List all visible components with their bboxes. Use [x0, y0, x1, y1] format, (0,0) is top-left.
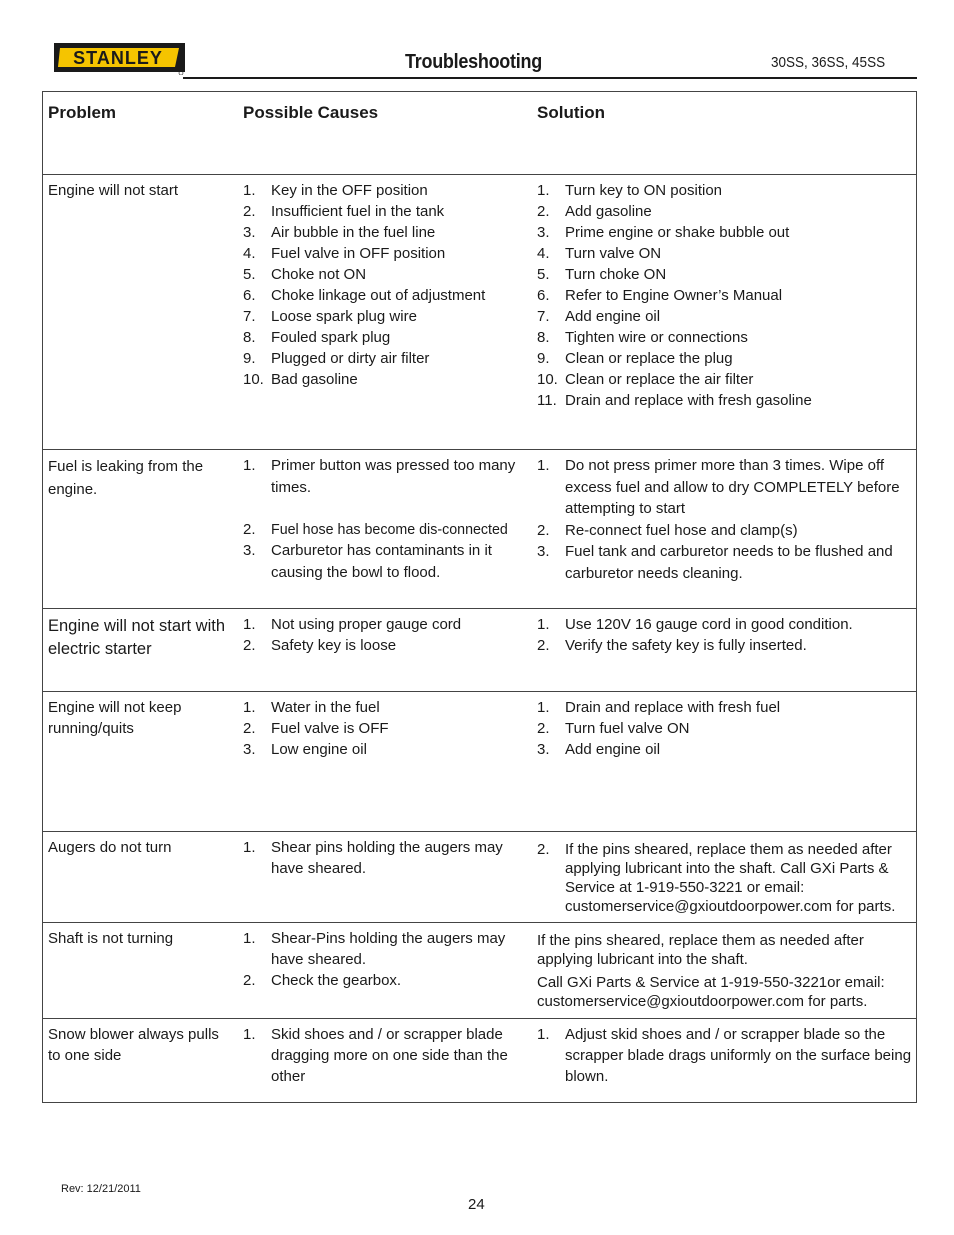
svg-text:STANLEY: STANLEY: [73, 48, 163, 68]
list-item: 8. Tighten wire or connections: [537, 329, 748, 346]
list-item: 1. Turn key to ON position: [537, 182, 723, 199]
solutions-list: [537, 614, 915, 656]
list-item: 9. Plugged or dirty air filter: [243, 350, 430, 367]
list-item: 8. Fouled spark plug: [243, 329, 391, 346]
causes-list: [243, 837, 538, 879]
revision-date: Rev: 12/21/2011: [61, 1183, 141, 1195]
list-item: 3. Carburetor has contaminants in it causing the bowl to flood.: [243, 542, 492, 581]
problem-cell: Augers do not turn: [48, 839, 172, 856]
solution-paragraph: If the pins sheared, replace them as needed after applying lubricant into the shaft.: [537, 932, 864, 968]
table-header-row: [43, 92, 916, 174]
table-row: [43, 831, 916, 922]
list-item: 1. Water in the fuel: [243, 699, 380, 716]
causes-list: [243, 1024, 538, 1087]
problem-cell: Engine will not keep running/quits: [48, 699, 182, 737]
list-item: 1. Skid shoes and / or scrapper blade dragging more on one side than the other: [243, 1026, 508, 1085]
causes-list: [243, 697, 538, 760]
problem-cell: Shaft is not turning: [48, 930, 174, 947]
solutions-list: [537, 1024, 915, 1087]
causes-list: [243, 455, 538, 584]
list-item: 9. Clean or replace the plug: [537, 350, 733, 367]
table-row: [43, 691, 916, 831]
list-item: 10. Bad gasoline: [243, 371, 358, 388]
list-item: 4. Turn valve ON: [537, 245, 662, 262]
list-item: 2. Turn fuel valve ON: [537, 720, 690, 737]
list-item: 2. If the pins sheared, replace them as needed after applying lubricant into the shaft. Call GXi Parts & Service at 1-919-550-3221 or email: customerservice@gxioutdoorpower.com for parts.: [537, 841, 896, 915]
problem-cell: Fuel is leaking from the engine.: [48, 458, 204, 498]
list-item: 1. Do not press primer more than 3 times. Wipe off excess fuel and allow to dry COMPLETELY before attempting to start: [537, 457, 900, 517]
list-item: 6. Choke linkage out of adjustment: [243, 287, 486, 304]
list-item: 3. Prime engine or shake bubble out: [537, 224, 790, 241]
list-item: 2. Safety key is loose: [243, 637, 397, 654]
list-item: 1. Key in the OFF position: [243, 182, 428, 199]
causes-list: [243, 928, 538, 991]
list-item: 10. Clean or replace the air filter: [537, 371, 754, 388]
list-item: 3. Low engine oil: [243, 741, 367, 758]
problem-cell: Snow blower always pulls to one side: [48, 1026, 219, 1064]
model-numbers: 30SS, 36SS, 45SS: [771, 54, 886, 71]
list-item: 2. Verify the safety key is fully inserted.: [537, 637, 807, 654]
causes-list: [243, 614, 538, 656]
solution-text: [537, 931, 915, 1011]
list-item: 1. Adjust skid shoes and / or scrapper blade so the scrapper blade drags uniformly on the surface being blown.: [537, 1026, 912, 1085]
list-item: 1. Shear-Pins holding the augers may have sheared.: [243, 930, 506, 968]
list-item: 2. Check the gearbox.: [243, 972, 402, 989]
list-item: 1. Shear pins holding the augers may have sheared.: [243, 839, 503, 877]
problem-cell: Engine will not start with electric starter: [48, 617, 225, 658]
table-row: [43, 449, 916, 608]
list-item: 3. Fuel tank and carburetor needs to be flushed and carburetor needs cleaning.: [537, 542, 893, 582]
list-item: 7. Add engine oil: [537, 308, 661, 325]
list-item: 5. Choke not ON: [243, 266, 367, 283]
table-row: [43, 608, 916, 691]
list-item: 1. Primer button was pressed too many times.: [243, 457, 516, 496]
solutions-list: [537, 180, 915, 411]
header-solution: Solution: [537, 103, 605, 122]
list-item: 2. Insufficient fuel in the tank: [243, 203, 445, 220]
list-item: 11. Drain and replace with fresh gasoline: [537, 392, 812, 409]
table-row: [43, 174, 916, 449]
list-item: 4. Fuel valve in OFF position: [243, 245, 446, 262]
list-item: 7. Loose spark plug wire: [243, 308, 417, 325]
troubleshooting-table: [42, 91, 917, 1103]
table-row: [43, 1018, 916, 1102]
list-item: 3. Add engine oil: [537, 741, 661, 758]
list-item: 5. Turn choke ON: [537, 266, 667, 283]
list-item: 6. Refer to Engine Owner’s Manual: [537, 287, 783, 304]
list-item: 1. Drain and replace with fresh fuel: [537, 699, 781, 716]
list-item: 2. Fuel hose has become dis-connected: [243, 521, 508, 538]
table-row: [43, 922, 916, 1018]
solutions-list: [537, 840, 915, 916]
causes-list: [243, 180, 538, 390]
list-item: 2. Re-connect fuel hose and clamp(s): [537, 521, 798, 539]
header-problem: Problem: [48, 103, 117, 122]
problem-cell: Engine will not start: [48, 182, 179, 199]
solution-paragraph: Call GXi Parts & Service at 1-919-550-3221or email: customerservice@gxioutdoorpower.com for parts.: [537, 974, 885, 1010]
list-item: 3. Air bubble in the fuel line: [243, 224, 436, 241]
list-item: 2. Add gasoline: [537, 203, 652, 220]
header-causes: Possible Causes: [243, 103, 379, 122]
list-item: 1. Use 120V 16 gauge cord in good condition.: [537, 616, 853, 633]
header-divider: [183, 77, 917, 79]
solutions-list: [537, 697, 915, 760]
list-item: 1. Not using proper gauge cord: [243, 616, 462, 633]
list-item: 2. Fuel valve is OFF: [243, 720, 389, 737]
page-title: Troubleshooting: [405, 51, 542, 73]
stanley-logo: [54, 43, 185, 75]
solutions-list: [537, 455, 915, 585]
page-number: 24: [468, 1196, 485, 1213]
